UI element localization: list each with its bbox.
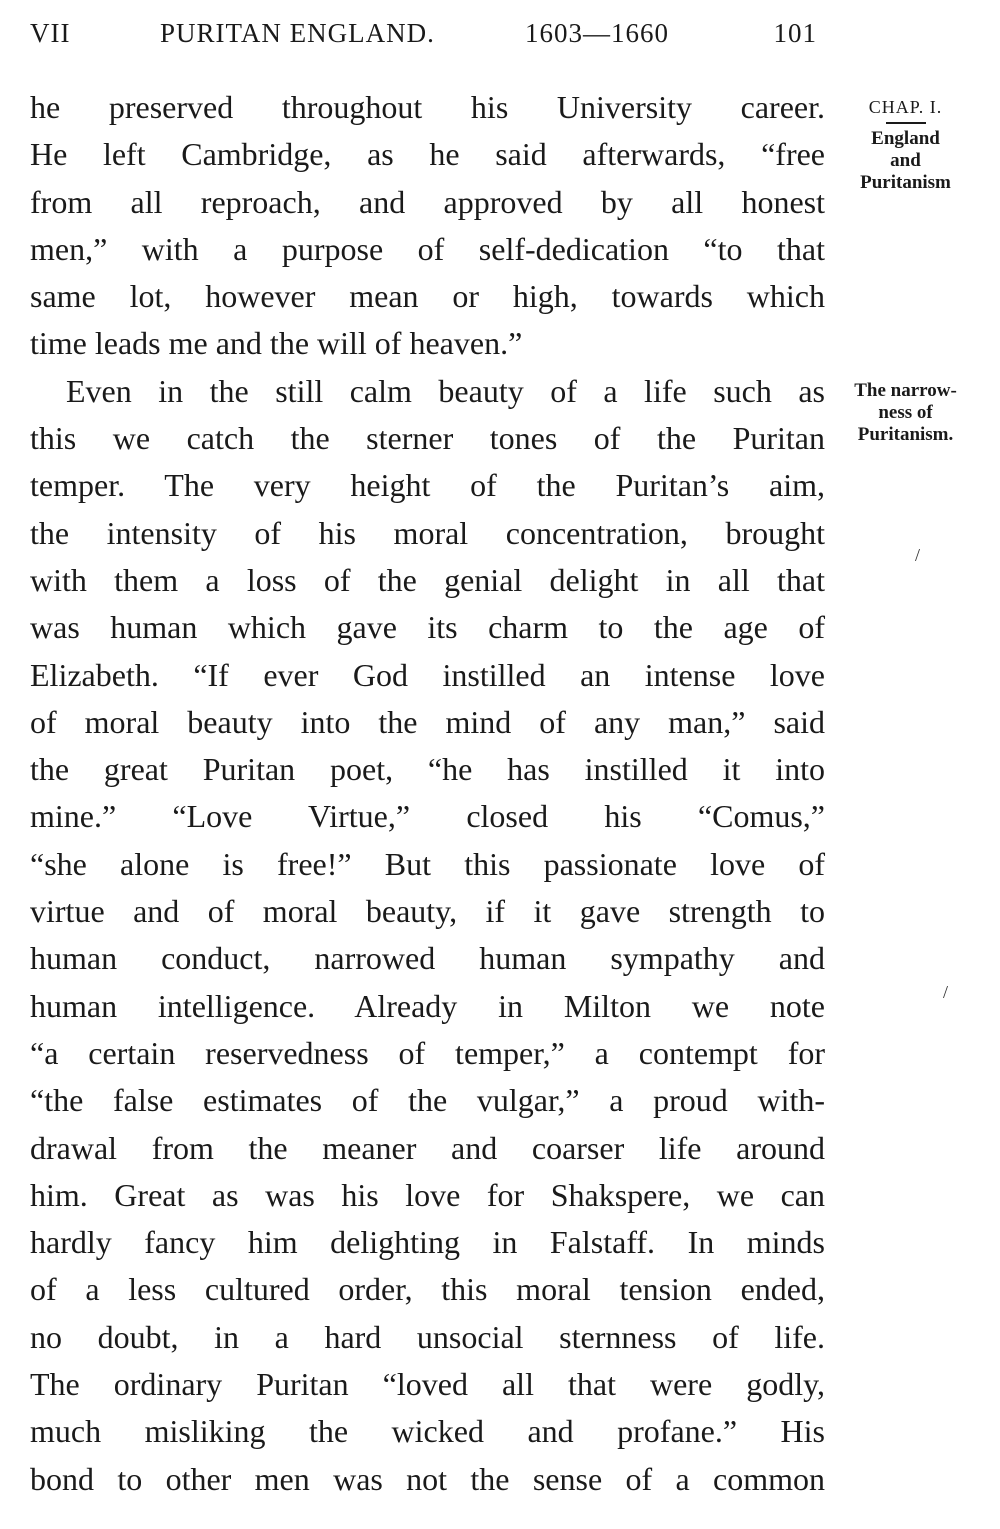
body-line: Elizabeth. “If ever God instilled an intense love — [30, 656, 825, 693]
body-line: Even in the still calm beauty of a life such as — [66, 372, 825, 409]
body-line: of a less cultured order, this moral tension ended, — [30, 1271, 825, 1308]
body-line: “the false estimates of the vulgar,” a proud with- — [30, 1082, 825, 1119]
body-line: no doubt, in a hard unsocial sternness of life. — [30, 1318, 825, 1355]
margin-note-line: and — [890, 150, 921, 171]
body-line: bond to other men was not the sense of a common — [30, 1460, 825, 1497]
body-line: “a certain reservedness of temper,” a contempt for — [30, 1034, 825, 1071]
body-line: human intelligence. Already in Milton we note — [30, 987, 825, 1024]
margin-chapter-label: CHAP. I. — [868, 97, 943, 117]
body-text — [30, 84, 825, 1503]
margin-note-line: England — [871, 128, 940, 149]
body-line: virtue and of moral beauty, if it gave strength to — [30, 893, 825, 930]
body-line: He left Cambridge, as he said afterwards, “free — [30, 136, 825, 173]
body-line: of moral beauty into the mind of any man,” said — [30, 703, 825, 740]
margin-note-narrowness-of-puritanism — [833, 380, 978, 446]
body-line: human conduct, narrowed human sympathy and — [30, 940, 825, 977]
body-line: The ordinary Puritan “loved all that were godly, — [30, 1366, 825, 1403]
body-line: from all reproach, and approved by all honest — [30, 183, 825, 220]
body-line: same lot, however mean or high, towards which — [30, 278, 825, 315]
margin-note-line: Puritanism — [860, 172, 951, 193]
body-line: “she alone is free!” But this passionate love of — [30, 845, 825, 882]
margin-note-line: ness of — [878, 402, 933, 423]
header-chapter-number: VII — [30, 18, 71, 48]
body-line: much misliking the wicked and profane.” His — [30, 1413, 825, 1450]
body-line: with them a loss of the genial delight in all that — [30, 561, 825, 598]
body-line: time leads me and the will of heaven.” — [30, 325, 523, 362]
body-line: men,” with a purpose of self-dedication “to that — [30, 230, 825, 267]
body-line: mine.” “Love Virtue,” closed his “Comus,” — [30, 798, 825, 835]
margin-divider — [886, 122, 926, 124]
body-line: this we catch the sterner tones of the Puritan — [30, 420, 825, 457]
body-line: he preserved throughout his University career. — [30, 89, 825, 125]
body-line: was human which gave its charm to the age of — [30, 609, 825, 646]
header-title: PURITAN ENGLAND. — [160, 18, 435, 48]
body-line: temper. The very height of the Puritan’s aim, — [30, 467, 825, 504]
body-line: drawal from the meaner and coarser life around — [30, 1129, 825, 1166]
body-line: the great Puritan poet, “he has instilled it into — [30, 751, 825, 788]
running-header — [30, 18, 825, 54]
margin-note-england-and-puritanism — [833, 96, 978, 194]
margin-pencil-mark: / — [943, 982, 949, 1002]
body-line: hardly fancy him delighting in Falstaff. In minds — [30, 1224, 825, 1261]
margin-note-line: Puritanism. — [857, 424, 954, 445]
header-years: 1603—1660 — [525, 18, 669, 48]
margin-pencil-mark: / — [915, 545, 921, 565]
body-line: him. Great as was his love for Shakspere, we can — [30, 1176, 825, 1213]
body-line: the intensity of his moral concentration, brought — [30, 514, 825, 551]
margin-note-line: The narrow- — [854, 380, 957, 401]
page-number: 101 — [773, 18, 817, 48]
